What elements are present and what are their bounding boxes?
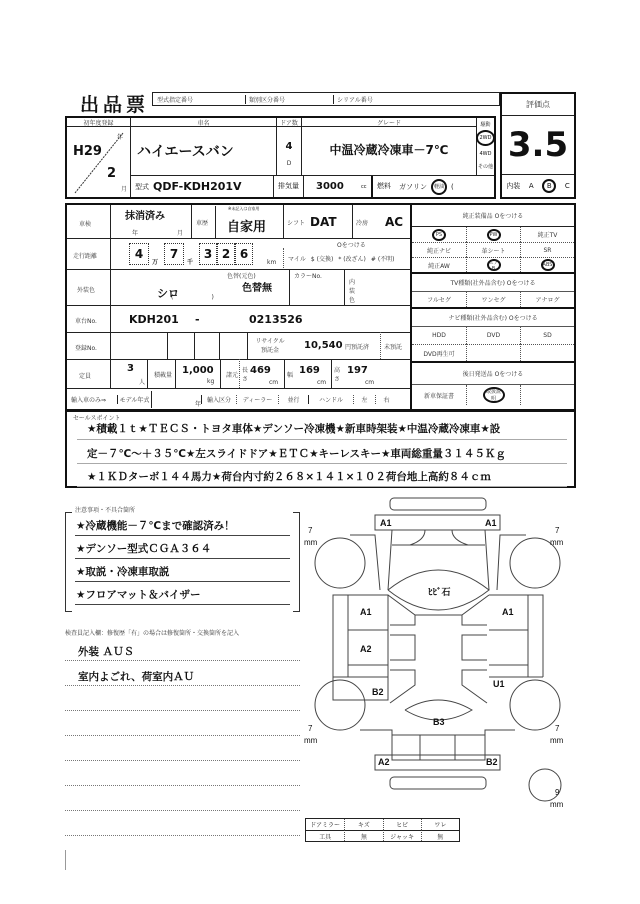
note-line: ★デンソー型式ＣＧＡ３６４ bbox=[76, 543, 212, 555]
mileage-digit: 3 bbox=[199, 243, 217, 265]
grade-label: グレード bbox=[302, 118, 476, 127]
shift-value: DAT bbox=[310, 215, 337, 229]
import-category-label: 輸入区分 bbox=[201, 395, 236, 404]
car-name-label: 車名 bbox=[131, 118, 276, 127]
later-manual-circled: 取扱説明 bbox=[483, 387, 505, 403]
equip-leather: 革シート bbox=[466, 242, 520, 257]
history-label: 車歴 bbox=[191, 205, 212, 238]
mm-unit: mm bbox=[304, 538, 318, 547]
inspector-line: 室内よごれ、荷室内ＡＵ bbox=[78, 671, 195, 683]
history-value: 自家用 bbox=[227, 220, 267, 235]
score-box bbox=[500, 92, 576, 199]
shaken-year-unit: 年 bbox=[132, 230, 139, 237]
capacity-value: 3 bbox=[127, 363, 134, 374]
tv-fullseg: フルセグ bbox=[427, 297, 451, 304]
km-unit: km bbox=[267, 259, 277, 266]
tread-depth: 7 bbox=[555, 724, 560, 733]
fuel-diesel-circled: 軽油 bbox=[431, 179, 447, 195]
table-cell: 無 bbox=[421, 830, 459, 841]
circle-note: Oをつける bbox=[337, 242, 366, 249]
tv-header: TV種類(社外品含む) Oをつける bbox=[412, 272, 574, 292]
mm-unit: mm bbox=[304, 736, 318, 745]
recycle-deposited: 円預託済 bbox=[345, 344, 370, 351]
fuel-paren: ( bbox=[451, 182, 454, 191]
car-name: ハイエースバン bbox=[137, 144, 234, 160]
doors-value: 4 bbox=[285, 141, 293, 152]
disp-unit: cc bbox=[361, 183, 367, 190]
tread-depth: 7 bbox=[308, 526, 313, 535]
cm-unit: cm bbox=[365, 379, 375, 386]
tv-oneseg: ワンセグ bbox=[466, 292, 520, 307]
mileage-digits bbox=[129, 243, 253, 266]
equip-sr: SR bbox=[520, 242, 574, 257]
doors-unit: D bbox=[286, 160, 292, 167]
navi-dvd: DVD bbox=[466, 327, 520, 344]
chassis-number: 0213526 bbox=[249, 313, 303, 326]
mm-unit: mm bbox=[550, 736, 564, 745]
car-info-box bbox=[65, 116, 496, 199]
color-paren: ( ) bbox=[171, 294, 214, 301]
field-serial: シリアル番号 bbox=[333, 95, 373, 104]
note-line: ★冷蔵機能－７℃まで確認済み！ bbox=[76, 520, 235, 532]
drive-other: その他 bbox=[477, 164, 493, 170]
width-label: 幅 bbox=[284, 359, 295, 388]
reg-label: 登録No. bbox=[75, 345, 97, 352]
import-label: 輸入車のみ⇒ bbox=[71, 396, 107, 404]
score-value: 3.5 bbox=[507, 125, 569, 165]
table-cell: 工具 bbox=[306, 830, 344, 841]
shaken-label: 車検 bbox=[79, 221, 92, 228]
load-value: 1,000 bbox=[175, 359, 220, 388]
later-header: 後日発送品 Oをつける bbox=[412, 361, 574, 385]
accessories-table bbox=[305, 818, 460, 842]
mileage-digit: 7 bbox=[164, 243, 184, 265]
equip-ps-circled: PS bbox=[432, 229, 446, 241]
drive-2wd-circled: 2WD bbox=[476, 130, 495, 146]
damage-mark: B2 bbox=[372, 687, 384, 697]
table-header: キズ bbox=[344, 819, 382, 830]
color-change-value: 色替無 bbox=[242, 283, 272, 294]
model-label: 型式 bbox=[135, 182, 149, 191]
ac-value: AC bbox=[385, 215, 404, 229]
interior-grade bbox=[502, 174, 574, 197]
shaken-value: 抹消済み bbox=[125, 211, 165, 222]
damage-mark: A1 bbox=[502, 607, 514, 617]
field-class: 類別区分番号 bbox=[245, 95, 285, 104]
damage-mark: A2 bbox=[360, 644, 372, 654]
dims-label: 諸元 bbox=[220, 359, 243, 388]
note-line: ★フロアマット＆バイザー bbox=[76, 589, 201, 601]
cm-unit: cm bbox=[269, 379, 279, 386]
mm-unit: mm bbox=[550, 538, 564, 547]
parallel-option: 並行 bbox=[278, 395, 308, 404]
tread-depth: 9 bbox=[555, 788, 560, 797]
damage-mark: A1 bbox=[485, 518, 497, 528]
sheet-title: 出品票 bbox=[80, 94, 150, 116]
handle-left: 左 bbox=[353, 395, 375, 404]
capacity-unit: 人 bbox=[139, 379, 146, 386]
capacity-label: 定員 bbox=[79, 373, 92, 380]
handle-label: ハンドル bbox=[308, 395, 353, 404]
drive-label: 駆動 bbox=[480, 122, 491, 128]
cm-unit: cm bbox=[317, 379, 327, 386]
interior-a: A bbox=[528, 182, 534, 190]
tread-depth: 7 bbox=[555, 526, 560, 535]
damage-mark: A1 bbox=[360, 607, 372, 617]
damage-mark: U1 bbox=[493, 679, 505, 689]
recycle-value: 10,540 bbox=[304, 340, 343, 351]
color-label: 外装色 bbox=[77, 287, 96, 294]
damage-mark: B3 bbox=[433, 717, 445, 727]
handle-right: 右 bbox=[375, 395, 397, 404]
front-panel bbox=[375, 515, 500, 530]
load-unit: kg bbox=[207, 378, 215, 385]
length-value: 469 bbox=[250, 365, 271, 376]
mileage-digit: 4 bbox=[129, 243, 149, 265]
sales-line: ★積載１ｔ★ＴＥＣＳ・トヨタ車体★デンソー冷凍機★新車時架装★中温冷蔵冷凍車★設 bbox=[87, 423, 501, 435]
car-damage-diagram bbox=[300, 495, 580, 815]
tampered-option: * (改ざん) bbox=[338, 255, 366, 263]
equip-pw-circled: PW bbox=[487, 229, 501, 241]
mileage-digit: 6 bbox=[235, 243, 253, 265]
tire-rear-right bbox=[510, 680, 560, 730]
recycle-not-deposited: 未預託 bbox=[380, 332, 405, 359]
year-unit: 年 bbox=[117, 134, 124, 141]
unknown-option: # (不明) bbox=[370, 255, 395, 263]
sales-line: ★１ＫＤターボ１４４馬力★荷台内寸約２６８×１４１×１０２荷台地上高約８４ｃｍ bbox=[87, 471, 491, 483]
model-year-label: モデル年式 bbox=[117, 395, 151, 404]
fuel-label: 燃料 bbox=[371, 176, 395, 197]
mileage-label: 走行距離 bbox=[73, 253, 98, 260]
navi-hdd: HDD bbox=[432, 332, 446, 339]
color-change-label: 色替(元色) bbox=[227, 273, 256, 280]
man-unit: 万 bbox=[152, 259, 159, 266]
drive-4wd: 4WD bbox=[479, 151, 492, 157]
damage-mark: A1 bbox=[380, 518, 392, 528]
dvd-playable: DVD再生可 bbox=[412, 344, 466, 361]
equip-aw: 純正AW bbox=[412, 257, 466, 272]
color-no-label: カラーNo. bbox=[289, 269, 326, 305]
header-fields bbox=[152, 92, 500, 106]
height-label: 高さ bbox=[331, 359, 341, 388]
table-cell: 無 bbox=[344, 830, 382, 841]
interior-b-circled: B bbox=[542, 179, 556, 193]
rear-panel bbox=[375, 755, 500, 770]
equip-airbag-circled: エアB bbox=[488, 259, 499, 272]
equip-navi: 純正ナビ bbox=[412, 242, 466, 257]
mm-unit: mm bbox=[550, 800, 564, 809]
navi-header: ナビ種類(社外品含む) Oをつける bbox=[412, 307, 574, 327]
tread-depth: 7 bbox=[308, 724, 313, 733]
chassis-label: 車台No. bbox=[75, 318, 97, 325]
ac-label: 冷房 bbox=[352, 205, 371, 238]
damage-mark: B2 bbox=[486, 757, 498, 767]
first-reg-label: 初年度登録 bbox=[67, 118, 130, 127]
damage-mark: ﾋﾋﾞ石 bbox=[428, 587, 451, 597]
field-type-cert: 型式指定番号 bbox=[157, 97, 194, 104]
width-value: 169 bbox=[299, 365, 320, 376]
chassis-prefix: KDH201 bbox=[129, 313, 179, 326]
height-value: 197 bbox=[347, 365, 368, 376]
shaken-month-unit: 月 bbox=[177, 230, 184, 237]
front-bumper bbox=[390, 498, 486, 510]
model-year-unit: 年 bbox=[151, 391, 201, 408]
sales-points-box bbox=[65, 410, 576, 488]
interior-c: C bbox=[564, 182, 570, 190]
load-label: 積載量 bbox=[147, 359, 178, 388]
later-warranty: 新車保証書 bbox=[423, 392, 454, 400]
grade-value: 中温冷蔵冷凍車－7℃ bbox=[329, 143, 449, 157]
tire-front-left bbox=[315, 538, 365, 588]
doors-label: ドア数 bbox=[277, 118, 301, 127]
navi-sd: SD bbox=[520, 327, 574, 344]
disp-value: 3000 bbox=[303, 176, 361, 197]
length-label: 長さ bbox=[239, 359, 247, 388]
tire-rear-left bbox=[315, 680, 365, 730]
month-unit: 月 bbox=[121, 186, 128, 193]
disp-label: 排気量 bbox=[273, 176, 303, 197]
table-header: ヒビ bbox=[383, 819, 421, 830]
equip-tv: 純正TV bbox=[520, 227, 574, 242]
table-cell: ジャッキ bbox=[383, 830, 421, 841]
interior-color-label: 内装色 bbox=[344, 269, 364, 305]
rear-bumper bbox=[390, 777, 486, 789]
tv-analog: アナログ bbox=[520, 292, 574, 307]
equip-abs-circled: ABS bbox=[541, 259, 555, 271]
shift-label: シフト bbox=[283, 205, 308, 238]
table-header: ワレ bbox=[421, 819, 459, 830]
interior-label: 内装 bbox=[506, 182, 521, 190]
inspector-line: 外装 ＡＵＳ bbox=[78, 646, 135, 658]
dealer-option: ディーラー bbox=[236, 395, 278, 404]
inspector-label: 検査員記入欄：修復歴「有」の場合は修復箇所・交換箇所を記入 bbox=[65, 630, 240, 637]
mileage-digit: 2 bbox=[217, 243, 235, 265]
color-value: シロ bbox=[157, 287, 179, 300]
chassis-dash: - bbox=[195, 313, 200, 326]
mile-option: マイル bbox=[288, 255, 306, 263]
fuel-gasoline: ガソリン bbox=[399, 182, 427, 191]
note-line: ★取説・冷凍車取説 bbox=[76, 566, 170, 578]
notes-label: 注意事項・不具合箇所 bbox=[75, 507, 136, 514]
sen-unit: 千 bbox=[187, 259, 194, 266]
details-box bbox=[65, 203, 576, 411]
damage-mark: A2 bbox=[378, 757, 390, 767]
recycle-label: リサイクル預託金 bbox=[247, 332, 292, 359]
model-value: QDF-KDH201V bbox=[153, 180, 242, 193]
sales-line: 定－７℃～＋３５℃★左スライドドア★ＥＴＣ★キーレスキー★車両総重量３１４５Ｋｇ bbox=[87, 448, 506, 460]
history-note: ※未記入は自家用 bbox=[215, 206, 283, 238]
exchanged-option: $ (交換) bbox=[310, 255, 334, 263]
equipment-header: 純正装備品 Oをつける bbox=[412, 205, 574, 227]
first-reg-year: H29 bbox=[73, 144, 102, 159]
sales-label: セールスポイント bbox=[73, 415, 121, 422]
score-label: 評価点 bbox=[502, 94, 574, 116]
table-header: ドアミラー bbox=[310, 822, 341, 829]
first-reg-month: 2 bbox=[107, 166, 117, 181]
